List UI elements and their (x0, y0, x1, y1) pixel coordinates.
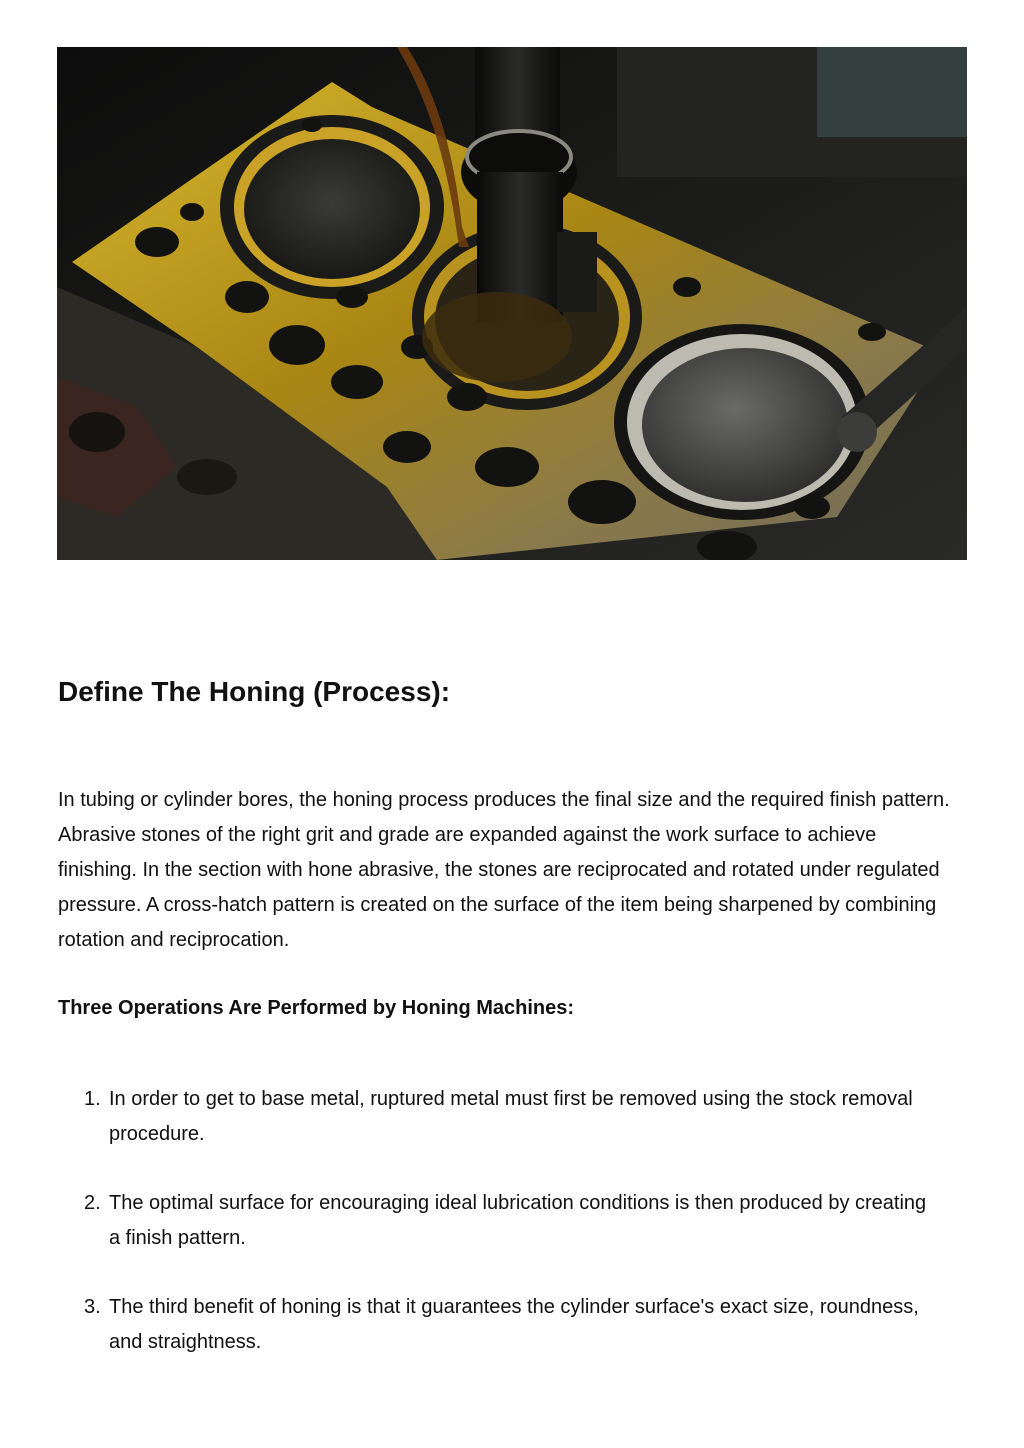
list-item (58, 1290, 938, 1360)
list-item-text: The third benefit of honing is that it guarantees the cylinder surface's exact size, roundness, and straightness. (109, 1296, 919, 1353)
list-item-number: 2. (84, 1192, 101, 1214)
list-item (58, 1082, 938, 1152)
intro-paragraph: In tubing or cylinder bores, the honing process produces the final size and the required finish pattern. Abrasive stones of the right grit and grade are expanded against the work surface to achieve finishing. In the section with hone abrasive, the stones are reciprocated and rotated under regulated pressure. A cross-hatch pattern is created on the surface of the item being sharpened by combining rotation and reciprocation. (58, 789, 950, 951)
engine-honing-illustration (57, 47, 967, 560)
list-item-text: The optimal surface for encouraging ideal lubrication conditions is then produced by creating a finish pattern. (109, 1192, 927, 1249)
page-title: Define The Honing (Process): (58, 676, 451, 707)
list-item-text: In order to get to base metal, ruptured metal must first be removed using the stock removal procedure. (109, 1088, 913, 1145)
list-item-number: 3. (84, 1296, 101, 1318)
operations-heading: Three Operations Are Performed by Honing Machines: (58, 997, 575, 1019)
list-item-number: 1. (84, 1088, 101, 1110)
operations-list (58, 1082, 938, 1394)
list-item (58, 1186, 938, 1256)
hero-image (57, 47, 967, 560)
